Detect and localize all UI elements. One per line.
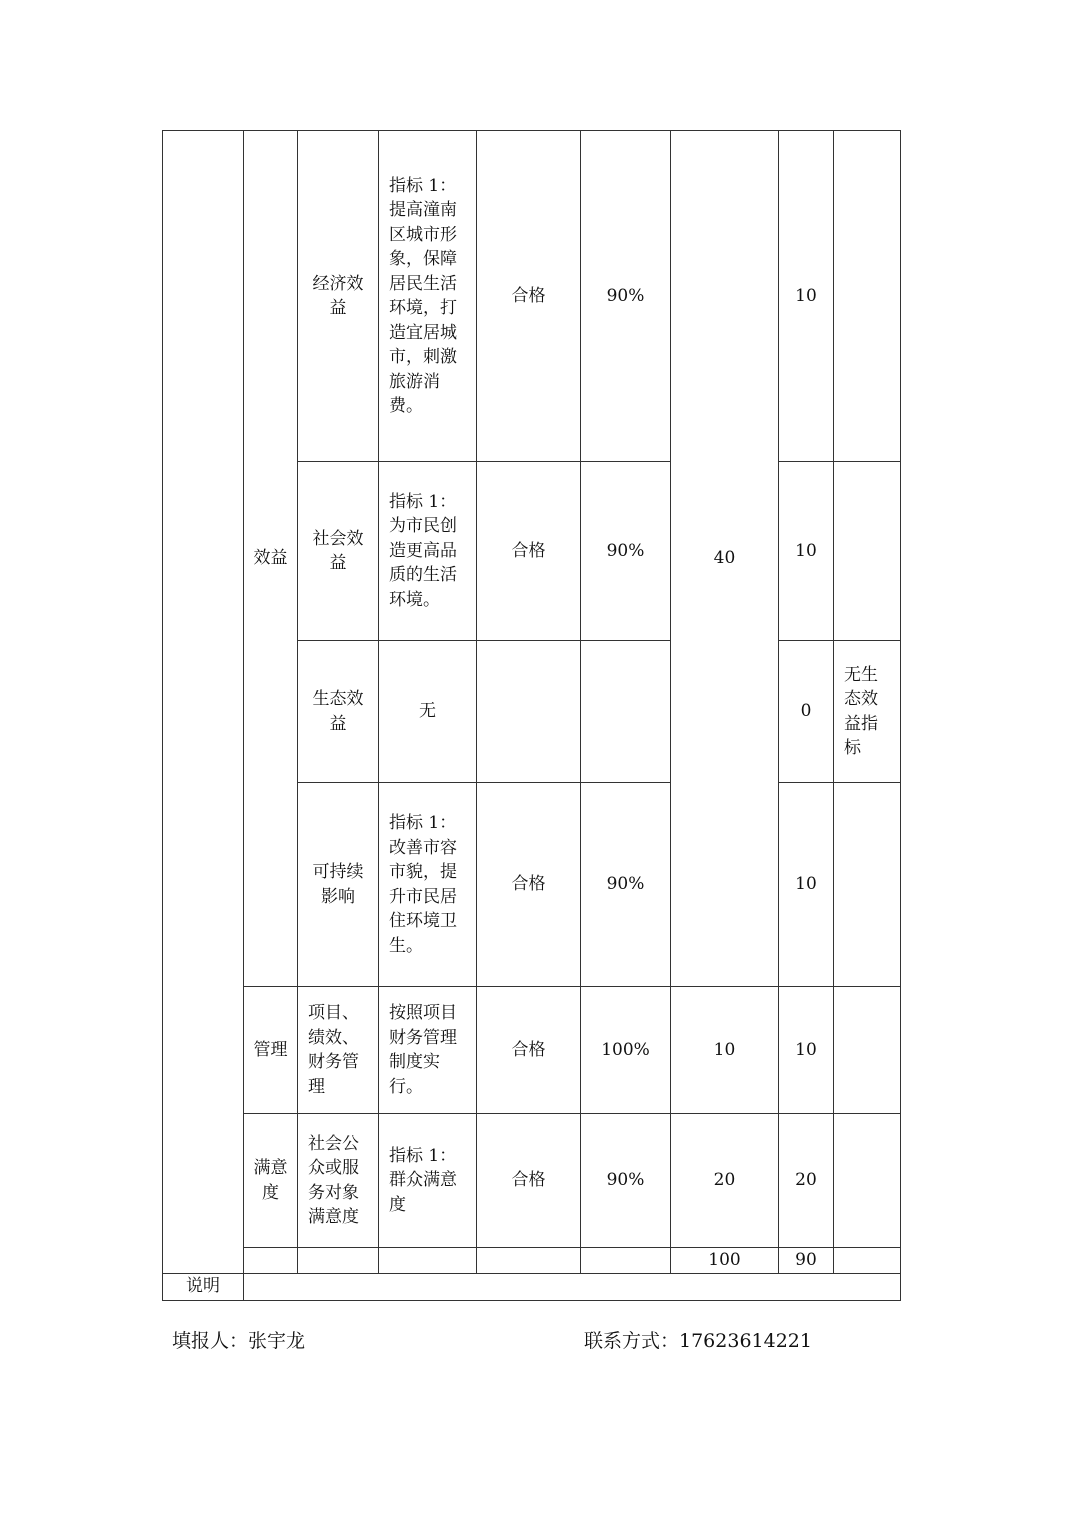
- remark-value: [244, 1273, 901, 1300]
- row-economic-benefit: [163, 131, 901, 462]
- indicator-text: 指标 1：提高潼南区城市形象，保障居民生活环境，打造宜居城市，刺激旅游消费。: [379, 131, 477, 462]
- sub-indicator: 可持续影响: [298, 783, 379, 987]
- empty-cell: [477, 1248, 581, 1274]
- actual-value: 90%: [581, 131, 671, 462]
- empty-cell: [298, 1248, 379, 1274]
- actual-value: [581, 641, 671, 783]
- sub-indicator: 经济效益: [298, 131, 379, 462]
- group-management: 管理: [244, 987, 298, 1114]
- remark-label: 说明: [163, 1273, 244, 1300]
- note-cell: [834, 783, 901, 987]
- standard-value: 合格: [477, 987, 581, 1114]
- note-cell: 无生态效益指标: [834, 641, 901, 783]
- note-cell: [834, 1114, 901, 1248]
- weight-value: 20: [671, 1114, 779, 1248]
- sub-indicator: 生态效益: [298, 641, 379, 783]
- contact-info: 联系方式：17623614221: [584, 1330, 812, 1352]
- row-management: [163, 987, 901, 1114]
- actual-value: 90%: [581, 783, 671, 987]
- actual-value: 90%: [581, 462, 671, 641]
- total-score: 90: [779, 1248, 834, 1274]
- standard-value: [477, 641, 581, 783]
- standard-value: 合格: [477, 783, 581, 987]
- note-cell: [834, 987, 901, 1114]
- note-cell: [834, 462, 901, 641]
- first-level-cell: [163, 131, 244, 1274]
- standard-value: 合格: [477, 1114, 581, 1248]
- empty-cell: [379, 1248, 477, 1274]
- group-effect: 效益: [244, 131, 298, 987]
- empty-cell: [834, 1248, 901, 1274]
- sub-indicator: 项目、绩效、财务管理: [298, 987, 379, 1114]
- weight-value: 10: [671, 987, 779, 1114]
- score-value: 10: [779, 131, 834, 462]
- standard-value: 合格: [477, 462, 581, 641]
- group-satisfaction: 满意度: [244, 1114, 298, 1248]
- sub-indicator: 社会效益: [298, 462, 379, 641]
- effect-weight: 40: [671, 131, 779, 987]
- score-value: 10: [779, 462, 834, 641]
- actual-value: 90%: [581, 1114, 671, 1248]
- score-value: 10: [779, 783, 834, 987]
- indicator-text: 指标 1：群众满意度: [379, 1114, 477, 1248]
- score-value: 10: [779, 987, 834, 1114]
- indicator-text: 按照项目财务管理制度实行。: [379, 987, 477, 1114]
- row-satisfaction: [163, 1114, 901, 1248]
- row-total: [163, 1248, 901, 1274]
- empty-cell: [244, 1248, 298, 1274]
- note-cell: [834, 131, 901, 462]
- indicator-text: 指标 1：改善市容市貌，提升市民居住环境卫生。: [379, 783, 477, 987]
- sub-indicator: 社会公众或服务对象满意度: [298, 1114, 379, 1248]
- total-weight: 100: [671, 1248, 779, 1274]
- empty-cell: [581, 1248, 671, 1274]
- filler-name: 填报人：张宇龙: [172, 1330, 306, 1352]
- indicator-text: 无: [379, 641, 477, 783]
- row-remark: [163, 1273, 901, 1300]
- score-value: 20: [779, 1114, 834, 1248]
- standard-value: 合格: [477, 131, 581, 462]
- score-value: 0: [779, 641, 834, 783]
- actual-value: 100%: [581, 987, 671, 1114]
- indicator-text: 指标 1：为市民创造更高品质的生活环境。: [379, 462, 477, 641]
- evaluation-table: [162, 130, 901, 1301]
